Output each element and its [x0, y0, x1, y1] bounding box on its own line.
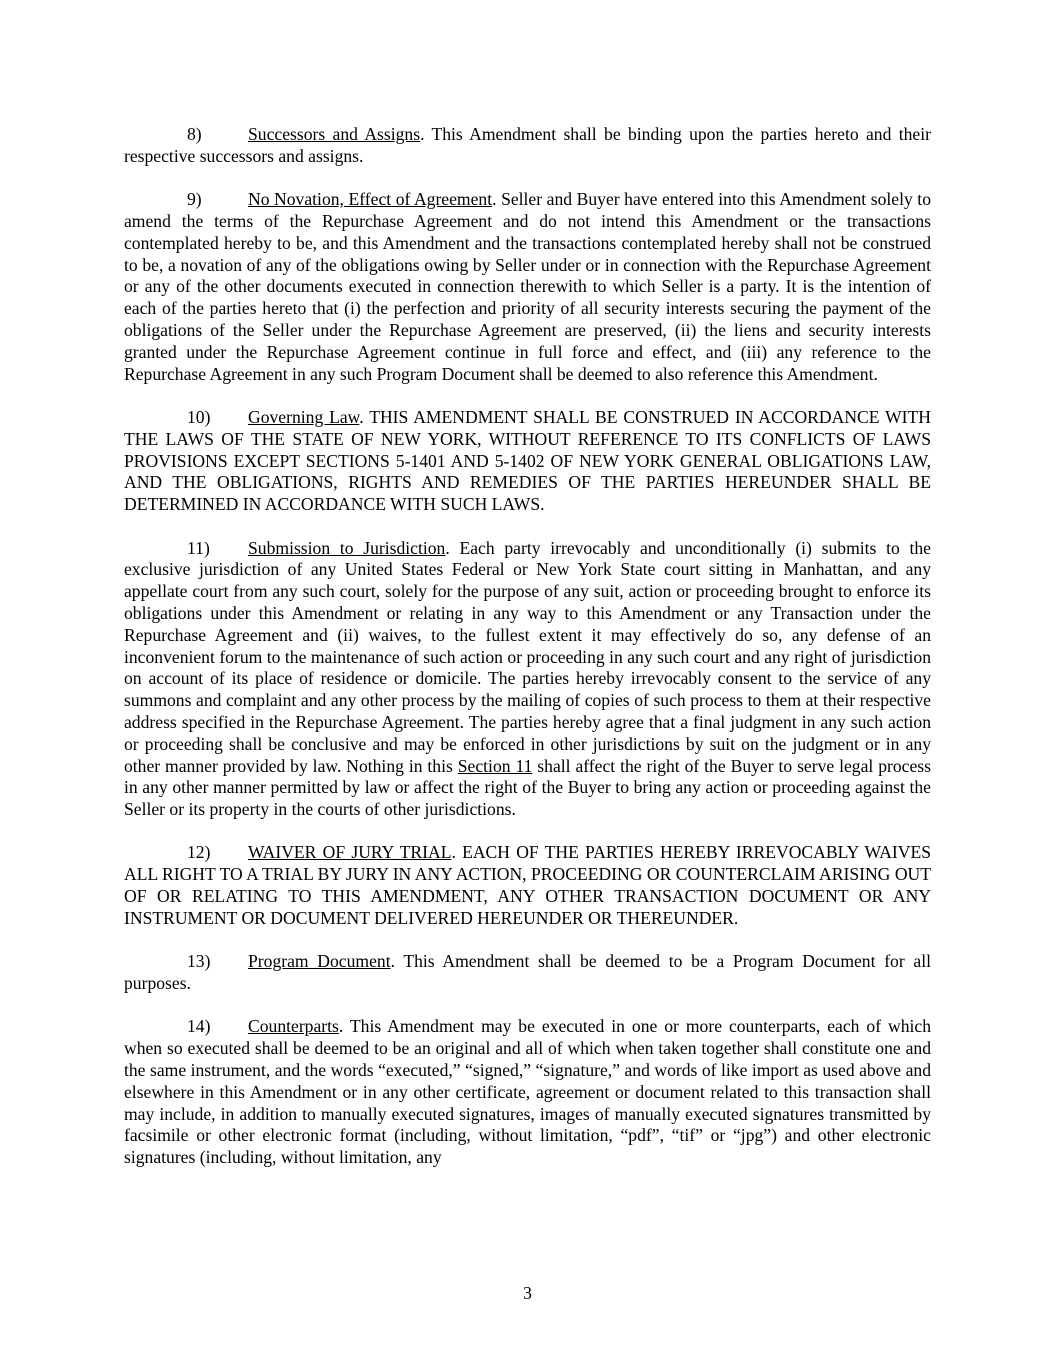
section-number: 13) — [187, 951, 211, 972]
section-text: . This Amendment may be executed in one or more counterparts, each of which when so executed shall be deemed to be an original and all of which when taken together shall constitute one and the same instrument, and the words “executed,” “signed,” “signature,” and words of like import as used above and elsewhere in this Amendment or in any other certificate, agreement or document related to this transaction shall may include, in addition to manually executed signatures, images of manually executed signatures transmitted by facsimile or other electronic format (including, without limitation, “pdf”, “tif” or “jpg”) and other electronic signatures (including, without limitation, any — [124, 1016, 931, 1168]
section-heading: Governing Law — [248, 406, 360, 427]
section-11 — [124, 538, 931, 821]
section-text-continued: shall affect the right of the Buyer to serve legal process in any other manner permitted by law or affect the right of the Buyer to bring any action or proceeding against the Seller or its property in the courts of other jurisdictions. — [124, 755, 931, 820]
section-text: . Seller and Buyer have entered into this Amendment solely to amend the terms of the Repurchase Agreement and do not intend this Amendment or the transactions contemplated hereby to be, and this Amendment and the transactions contemplated hereby shall not be construed to be, a novation of any of the obligations owing by Seller under or in connection with the Repurchase Agreement or any of the other documents executed in connection therewith to which Seller is a party. It is the intention of each of the parties hereto that (i) the perfection and priority of all security interests securing the payment of the obligations of the Seller under the Repurchase Agreement are preserved, (ii) the liens and security interests granted under the Repurchase Agreement continue in full force and effect, and (iii) any reference to the Repurchase Agreement in any such Program Document shall be deemed to also reference this Amendment. — [124, 189, 931, 384]
section-8 — [124, 124, 931, 168]
section-9 — [124, 189, 931, 385]
section-text: . This Amendment shall be deemed to be a Program Document for all purposes. — [124, 951, 932, 994]
section-heading: Program Document — [248, 951, 391, 972]
section-heading: Submission to Jurisdiction — [248, 537, 446, 558]
section-number: 11) — [187, 537, 210, 558]
section-heading: Counterparts — [248, 1016, 339, 1037]
section-10 — [124, 407, 931, 516]
section-12 — [124, 842, 931, 929]
section-14 — [124, 1016, 931, 1169]
document-page — [124, 124, 931, 1191]
section-number: 8) — [187, 124, 202, 144]
section-heading: WAIVER OF JURY TRIAL — [248, 842, 452, 863]
section-text: . EACH OF THE PARTIES HEREBY IRREVOCABLY WAIVES ALL RIGHT TO A TRIAL BY JURY IN ANY ACTION, PROCEEDING OR COUNTERCLAIM ARISING OUT OF OR RELATING TO THIS AMENDMENT, ANY OTHER TRANSACTION DOCUMENT OR ANY INSTRUMENT OR DOCUMENT DELIVERED HEREUNDER OR THEREUNDER. — [124, 842, 931, 928]
page-number: 3 — [523, 1283, 532, 1303]
section-heading: Successors and Assigns — [248, 124, 421, 144]
section-number: 14) — [187, 1016, 211, 1037]
section-cross-reference: Section 11 — [457, 755, 533, 776]
section-number: 10) — [187, 406, 211, 427]
section-text: . This Amendment shall be binding upon the parties hereto and their respective successors and assigns. — [124, 124, 931, 166]
section-number: 12) — [187, 842, 211, 863]
section-heading: No Novation, Effect of Agreement — [248, 189, 493, 210]
section-13 — [124, 951, 931, 995]
section-number: 9) — [187, 189, 202, 210]
section-text: . Each party irrevocably and unconditionally (i) submits to the exclusive jurisdiction of any United States Federal or New York State court sitting in Manhattan, and any appellate court from any such court, solely for the purpose of any suit, action or proceeding brought to enforce its obligations under this Amendment or relating in any way to this Amendment or any Transaction under the Repurchase Agreement and (ii) waives, to the fullest extent it may effectively do so, any defense of an inconvenient forum to the maintenance of such action or proceeding in any such court and any right of jurisdiction on account of its place of residence or domicile. The parties hereby irrevocably consent to the service of any summons and complaint and any other process by the mailing of copies of such process to them at their respective address specified in the Repurchase Agreement. The parties hereby agree that a final judgment in any such action or proceeding shall be conclusive and may be enforced in other jurisdictions by suit on the judgment or in any other manner provided by law. Nothing in this — [124, 537, 931, 776]
section-text: . THIS AMENDMENT SHALL BE CONSTRUED IN ACCORDANCE WITH THE LAWS OF THE STATE OF NEW YORK, WITHOUT REFERENCE TO ITS CONFLICTS OF LAWS PROVISIONS EXCEPT SECTIONS 5-1401 AND 5-1402 OF NEW YORK GENERAL OBLIGATIONS LAW, AND THE OBLIGATIONS, RIGHTS AND REMEDIES OF THE PARTIES HEREUNDER SHALL BE DETERMINED IN ACCORDANCE WITH SUCH LAWS. — [124, 406, 931, 515]
